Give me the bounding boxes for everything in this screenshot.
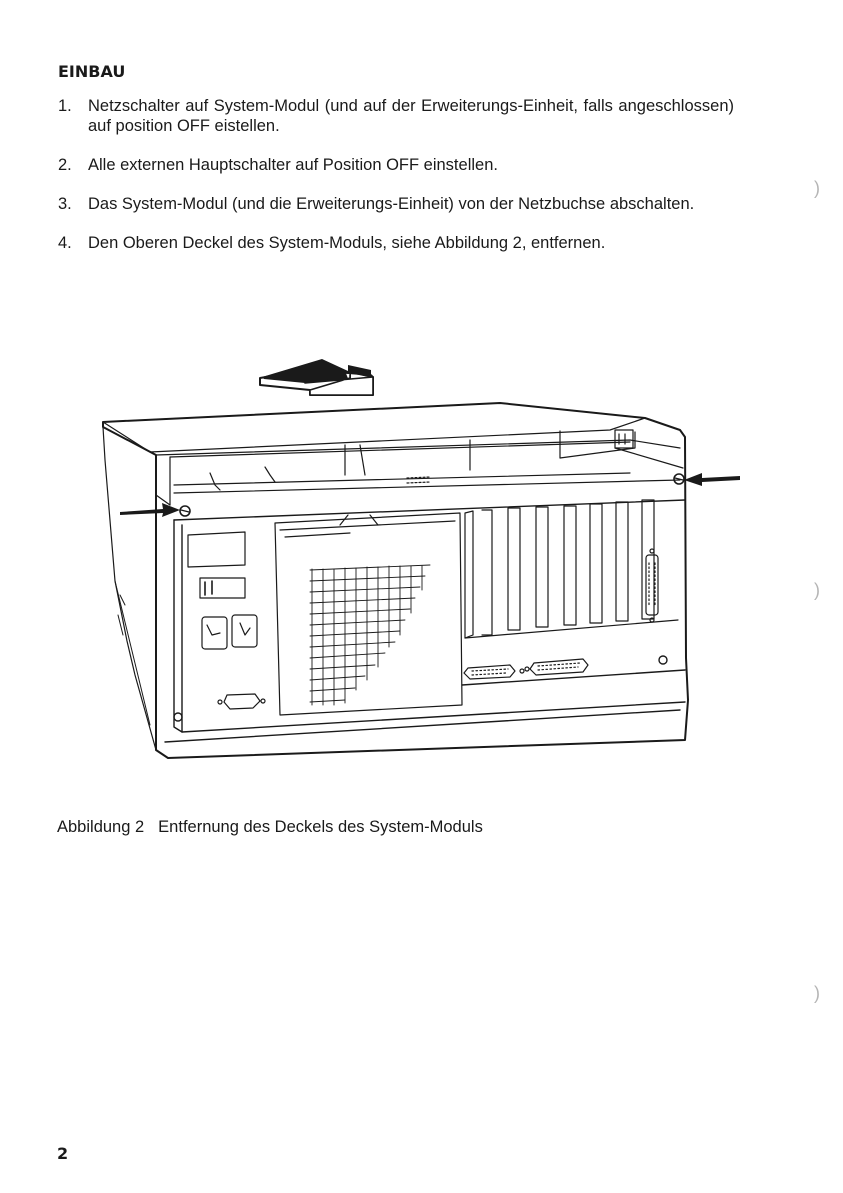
- screw-icon: [659, 656, 667, 664]
- step-number: 3.: [58, 195, 72, 213]
- system-module-illustration: [90, 345, 760, 765]
- instruction-list: [58, 96, 734, 272]
- parallel-port: [464, 659, 588, 679]
- page-number: 2: [57, 1144, 69, 1163]
- fan-grille: [275, 513, 462, 715]
- margin-mark: ): [814, 580, 820, 600]
- screw-icon: [180, 506, 190, 516]
- instruction-step: [58, 96, 734, 136]
- step-text: Alle externen Hauptschalter auf Position OFF einstellen.: [88, 156, 498, 174]
- arrow-right-icon: [120, 503, 180, 517]
- margin-mark: ): [814, 178, 820, 198]
- power-supply: [188, 532, 265, 709]
- section-heading: EINBAU: [58, 62, 126, 81]
- internal-frame: [156, 430, 683, 505]
- instruction-step: [58, 194, 734, 214]
- serial-port: [646, 549, 658, 622]
- figure-caption: [57, 818, 483, 837]
- step-number: 2.: [58, 156, 72, 174]
- step-text: Das System-Modul (und die Erweiterungs-Einheit) von der Netzbuchse abschalten.: [88, 195, 695, 213]
- caption-label: Abbildung 2: [57, 818, 145, 836]
- step-text: Netzschalter auf System-Modul (und auf der Erweiterungs-Einheit, falls angeschlossen) auf position OFF eistellen.: [88, 97, 734, 135]
- screw-icon: [674, 474, 684, 484]
- margin-mark: ): [814, 983, 820, 1003]
- screw-icon: [174, 713, 182, 721]
- step-number: 1.: [58, 97, 72, 115]
- arrow-left-icon: [684, 473, 740, 486]
- step-text: Den Oberen Deckel des System-Moduls, siehe Abbildung 2, entfernen.: [88, 234, 606, 252]
- lift-arrow-icon: [260, 359, 373, 395]
- caption-text: Entfernung des Deckels des System-Moduls: [158, 818, 483, 836]
- instruction-step: [58, 155, 734, 175]
- step-number: 4.: [58, 234, 72, 252]
- rear-panel: [174, 500, 685, 732]
- instruction-step: [58, 233, 734, 253]
